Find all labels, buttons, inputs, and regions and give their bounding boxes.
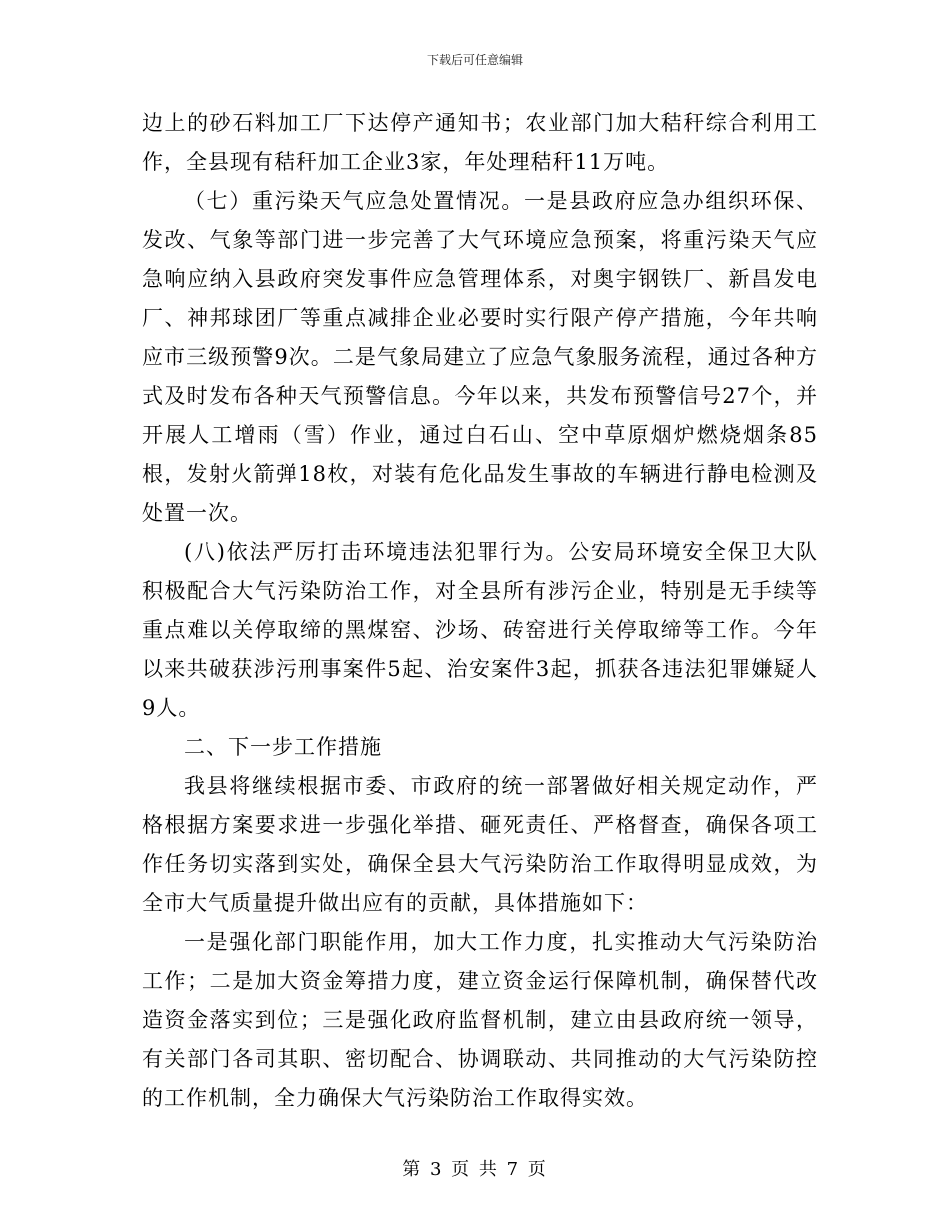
document-body <box>142 104 818 1118</box>
paragraph-plan-intro: 我县将继续根据市委、市政府的统一部署做好相关规定动作，严格根据方案要求进一步强化举措、砸死责任、严格督查，确保各项工作任务切实落到实处，确保全县大气污染防治工作取得明显成效，为全市大气质量提升做出应有的贡献，具体措施如下： <box>142 774 818 915</box>
page-number-footer: 第 3 页 共 7 页 <box>402 1159 548 1180</box>
paragraph-section-7: （七）重污染天气应急处置情况。一是县政府应急办组织环保、发改、气象等部门进一步完善了大气环境应急预案，将重污染天气应急响应纳入县政府突发事件应急管理体系，对奥宇钢铁厂、新昌发电厂、神邦球团厂等重点减排企业必要时实行限产停产措施，今年共响应市三级预警9次。二是气象局建立了应急气象服务流程，通过各种方式及时发布各种天气预警信息。今年以来，共发布预警信号27个，并开展人工增雨（雪）作业，通过白石山、空中草原烟炉燃烧烟条85根，发射火箭弹18枚，对装有危化品发生事故的车辆进行静电检测及处置一次。 <box>142 189 818 525</box>
page-header: 下载后可任意编辑 <box>426 53 523 67</box>
paragraph-plan-measures: 一是强化部门职能作用，加大工作力度，扎实推动大气污染防治工作；二是加大资金筹措力度，建立资金运行保障机制，确保替代改造资金落实到位；三是强化政府监督机制，建立由县政府统一领导，有关部门各司其职、密切配合、协调联动、共同推动的大气污染防控的工作机制，全力确保大气污染防治工作取得实效。 <box>142 930 818 1110</box>
section-heading-next-steps: 二、下一步工作措施 <box>184 735 382 759</box>
paragraph-continuation: 边上的砂石料加工厂下达停产通知书；农业部门加大秸秆综合利用工作，全县现有秸秆加工企业3家，年处理秸秆11万吨。 <box>142 111 818 174</box>
paragraph-section-8: (八)依法严厉打击环境违法犯罪行为。公安局环境安全保卫大队积极配合大气污染防治工作，对全县所有涉污企业，特别是无手续等重点难以关停取缔的黑煤窑、沙场、砖窑进行关停取缔等工作。今年以来共破获涉污刑事案件5起、治安案件3起，抓获各违法犯罪嫌疑人9人。 <box>142 540 818 720</box>
